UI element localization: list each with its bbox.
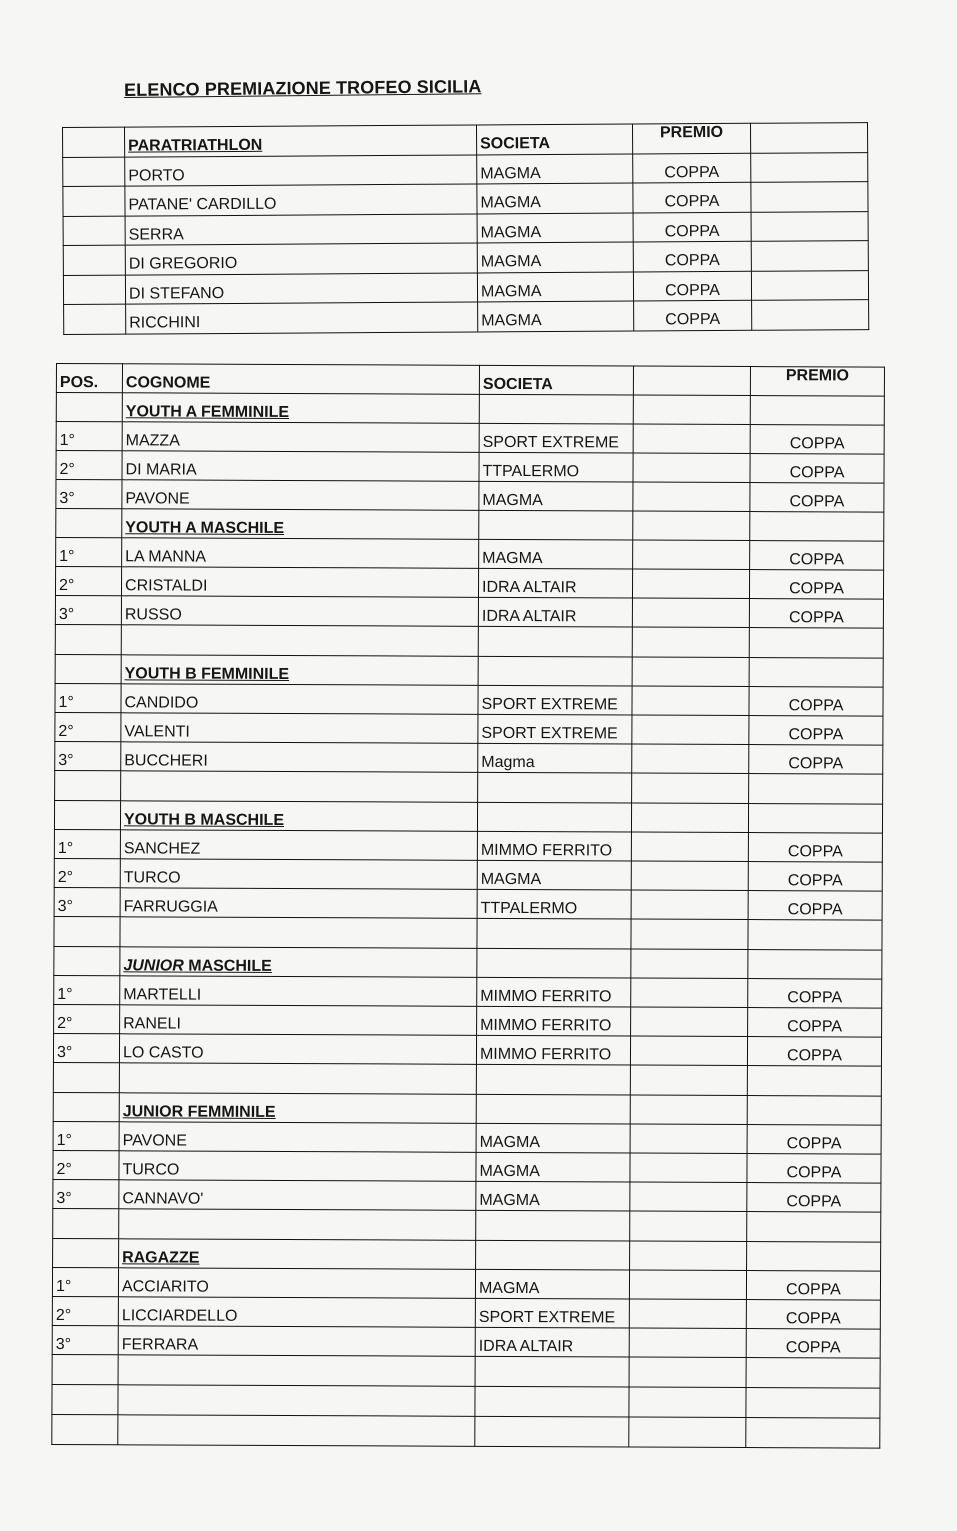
athlete-name: SERRA	[125, 213, 477, 245]
athlete-team: TTPALERMO	[477, 889, 631, 919]
athlete-team: MAGMA	[475, 1269, 629, 1299]
athlete-team: TTPALERMO	[479, 452, 633, 482]
table-row	[52, 1267, 880, 1300]
empty-row	[53, 1208, 881, 1242]
athlete-team: MAGMA	[477, 860, 631, 890]
category-row	[56, 509, 884, 542]
athlete-prize: COPPA	[748, 979, 882, 1009]
athlete-name: PORTO	[125, 154, 477, 186]
athlete-prize: COPPA	[633, 153, 751, 183]
athlete-name: LICCIARDELLO	[118, 1297, 475, 1328]
athlete-team: MAGMA	[477, 213, 633, 243]
athlete-team: MAGMA	[476, 1181, 630, 1211]
athlete-position: 2°	[54, 1004, 120, 1033]
prize-column-header: PREMIO	[750, 367, 884, 397]
athlete-position: 2°	[56, 451, 122, 480]
page-title: ELENCO PREMIAZIONE TROFEO SICILIA	[124, 76, 482, 100]
athlete-team: MAGMA	[477, 242, 633, 272]
athlete-prize: COPPA	[749, 687, 883, 717]
athlete-name: FARRUGGIA	[120, 888, 477, 919]
athlete-name: MARTELLI	[120, 976, 477, 1007]
table-row	[54, 829, 882, 862]
category-label	[120, 947, 477, 978]
athlete-team: IDRA ALTAIR	[478, 568, 632, 598]
athlete-position: 3°	[53, 1179, 119, 1208]
table-row	[53, 1121, 881, 1154]
table-row	[54, 858, 882, 891]
athlete-team: Magma	[478, 743, 632, 773]
table-row	[56, 538, 884, 571]
empty-row	[54, 916, 882, 950]
athlete-name: DI MARIA	[122, 451, 479, 482]
athlete-team: MAGMA	[478, 301, 634, 331]
athlete-prize: COPPA	[747, 1154, 881, 1184]
athlete-name: PAVONE	[122, 480, 479, 511]
position-column-header: POS.	[56, 364, 122, 393]
table-row	[55, 741, 883, 774]
athlete-name: ACCIARITO	[118, 1268, 475, 1299]
results-header-row	[56, 364, 884, 397]
athlete-team: MIMMO FERRITO	[477, 1006, 631, 1036]
athlete-position: 3°	[56, 480, 122, 509]
athlete-prize: COPPA	[633, 241, 751, 271]
athlete-prize: COPPA	[747, 1183, 881, 1213]
athlete-team: MAGMA	[479, 481, 633, 511]
athlete-team: SPORT EXTREME	[479, 423, 633, 453]
athlete-position: 3°	[54, 887, 120, 916]
athlete-name: SANCHEZ	[120, 830, 477, 861]
athlete-prize: COPPA	[633, 271, 751, 301]
category-row	[53, 1092, 881, 1125]
athlete-name: BUCCHERI	[121, 742, 478, 773]
category-row	[56, 393, 884, 426]
athlete-team: IDRA ALTAIR	[475, 1327, 629, 1357]
athlete-name: PAVONE	[119, 1122, 476, 1153]
athlete-team: MIMMO FERRITO	[476, 1035, 630, 1065]
table-row	[56, 480, 884, 513]
surname-column-header: COGNOME	[122, 364, 479, 395]
athlete-prize: COPPA	[750, 483, 884, 513]
athlete-position: 3°	[52, 1325, 118, 1354]
athlete-prize: COPPA	[750, 541, 884, 571]
category-label: RAGAZZE	[119, 1239, 476, 1270]
athlete-team: IDRA ALTAIR	[478, 597, 632, 627]
table-row	[56, 451, 884, 484]
athlete-name: VALENTI	[121, 713, 478, 744]
empty-row	[52, 1414, 880, 1448]
athlete-position: 3°	[55, 741, 121, 770]
table-row	[52, 1325, 880, 1358]
athlete-prize: COPPA	[748, 862, 882, 892]
athlete-position: 1°	[54, 829, 120, 858]
team-column-header: SOCIETA	[479, 365, 633, 395]
athlete-name: CRISTALDI	[121, 567, 478, 598]
athlete-prize: COPPA	[747, 1125, 881, 1155]
empty-row	[53, 1062, 881, 1096]
athlete-name: TURCO	[119, 1151, 476, 1182]
category-label: YOUTH B FEMMINILE	[121, 655, 478, 686]
empty-row	[55, 624, 883, 658]
results-table	[51, 363, 885, 1449]
team-column-header: SOCIETA	[476, 124, 632, 154]
category-label-emph: JUNIOR	[123, 956, 184, 975]
athlete-team: MAGMA	[477, 272, 633, 302]
paratriathlon-category-header: PARATRIATHLON	[125, 125, 477, 157]
athlete-name: LA MANNA	[122, 538, 479, 569]
athlete-prize: COPPA	[749, 570, 883, 600]
athlete-prize: COPPA	[746, 1271, 880, 1301]
athlete-name: PATANE' CARDILLO	[125, 184, 477, 216]
athlete-position: 1°	[52, 1267, 118, 1296]
athlete-prize: COPPA	[746, 1329, 880, 1359]
prize-column-header: PREMIO	[632, 123, 750, 153]
athlete-position: 1°	[56, 538, 122, 567]
athlete-prize: COPPA	[746, 1300, 880, 1330]
athlete-team: SPORT EXTREME	[478, 685, 632, 715]
paratriathlon-table	[62, 122, 869, 334]
category-label: JUNIOR FEMMINILE	[119, 1093, 476, 1124]
athlete-position: 1°	[55, 683, 121, 712]
table-row	[55, 567, 883, 600]
table-row	[52, 1296, 880, 1329]
category-label: YOUTH A FEMMINILE	[122, 393, 479, 424]
athlete-prize: COPPA	[749, 599, 883, 629]
athlete-position: 2°	[55, 567, 121, 596]
empty-row	[55, 770, 883, 804]
athlete-name: DI STEFANO	[125, 272, 477, 304]
category-label-rest: MASCHILE	[183, 957, 272, 975]
athlete-prize: COPPA	[749, 745, 883, 775]
athlete-position: 3°	[55, 595, 121, 624]
athlete-name: RICCHINI	[126, 302, 478, 334]
athlete-position: 2°	[55, 712, 121, 741]
athlete-team: MIMMO FERRITO	[477, 831, 631, 861]
category-label: YOUTH B MASCHILE	[120, 801, 477, 832]
athlete-prize: COPPA	[749, 716, 883, 746]
table-row	[55, 683, 883, 716]
athlete-team: SPORT EXTREME	[478, 714, 632, 744]
athlete-position: 3°	[53, 1033, 119, 1062]
empty-row	[52, 1354, 880, 1388]
athlete-team: MAGMA	[476, 1123, 630, 1153]
table-row	[54, 1004, 882, 1037]
table-row	[56, 422, 884, 455]
athlete-position: 2°	[54, 858, 120, 887]
athlete-name: LO CASTO	[119, 1034, 476, 1065]
table-row	[53, 1150, 881, 1183]
athlete-name: MAZZA	[122, 422, 479, 453]
table-row	[53, 1179, 881, 1212]
athlete-name: RUSSO	[121, 596, 478, 627]
category-label: YOUTH A MASCHILE	[122, 509, 479, 540]
athlete-name: TURCO	[120, 859, 477, 890]
athlete-team: MAGMA	[479, 539, 633, 569]
athlete-team: MAGMA	[477, 183, 633, 213]
category-row	[54, 946, 882, 979]
table-row	[54, 975, 882, 1008]
athlete-name: DI GREGORIO	[125, 243, 477, 275]
table-row	[54, 887, 882, 920]
athlete-position: 1°	[54, 975, 120, 1004]
athlete-team: MIMMO FERRITO	[477, 977, 631, 1007]
athlete-prize: COPPA	[748, 833, 882, 863]
athlete-name: CANDIDO	[121, 684, 478, 715]
empty-row	[52, 1384, 880, 1418]
athlete-prize: COPPA	[634, 300, 752, 330]
athlete-prize: COPPA	[748, 891, 882, 921]
athlete-name: FERRARA	[118, 1326, 475, 1357]
category-row	[55, 654, 883, 687]
athlete-prize: COPPA	[748, 1008, 882, 1038]
athlete-prize: COPPA	[633, 182, 751, 212]
athlete-team: SPORT EXTREME	[475, 1298, 629, 1328]
athlete-position: 1°	[56, 422, 122, 451]
athlete-position: 2°	[52, 1296, 118, 1325]
athlete-prize: COPPA	[750, 454, 884, 484]
athlete-prize: COPPA	[747, 1037, 881, 1067]
athlete-team: MAGMA	[476, 1152, 630, 1182]
category-row	[53, 1238, 881, 1271]
table-row	[55, 712, 883, 745]
athlete-position: 1°	[53, 1121, 119, 1150]
table-row	[64, 300, 869, 334]
athlete-prize: COPPA	[750, 425, 884, 455]
athlete-position: 2°	[53, 1150, 119, 1179]
table-row	[55, 595, 883, 628]
category-row	[54, 800, 882, 833]
athlete-name: CANNAVO'	[119, 1180, 476, 1211]
athlete-name: RANELI	[120, 1005, 477, 1036]
athlete-prize: COPPA	[633, 212, 751, 242]
table-row	[53, 1033, 881, 1066]
athlete-team: MAGMA	[477, 154, 633, 184]
